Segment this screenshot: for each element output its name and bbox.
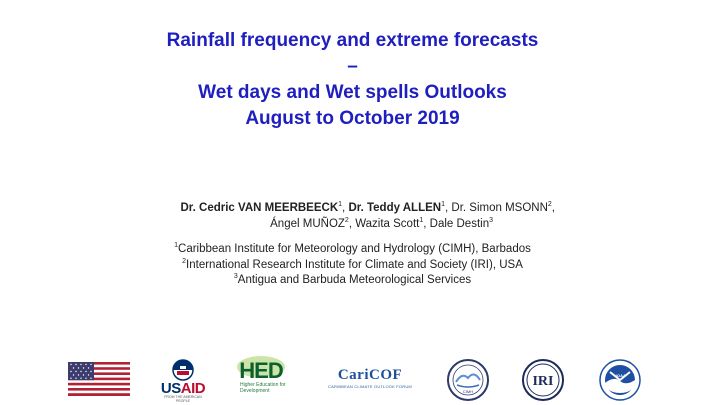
author-name: Wazita Scott: [355, 218, 420, 230]
usaid-logo: [158, 359, 208, 403]
noaa-logo-icon: [598, 358, 642, 402]
title-line-1: Rainfall frequency and extreme forecasts: [166, 30, 539, 51]
iri-logo-icon: [521, 358, 565, 402]
usaid-wordmark-us: US: [160, 380, 181, 397]
title-line-3: Wet days and Wet spells Outlooks: [198, 82, 507, 103]
affiliation-item: $^1$Caribbean Institute for Meteorology and Hydrology (CIMH), Barbados: [174, 242, 531, 255]
affiliation-item: $^3$Antigua and Barbuda Meteorological Services: [233, 273, 472, 286]
author-list: [150, 200, 555, 232]
caricof-tagline: CARIBBEAN CLIMATE OUTLOOK FORUM: [328, 384, 412, 389]
hed-wordmark: HED: [239, 358, 283, 383]
hed-logo: [236, 356, 286, 401]
author-line-2: Ángel MUÑOZ$^2$, Wazita Scott$^1$, Dale Destin$^3$: [270, 217, 493, 230]
title-line-4: August to October 2019: [245, 108, 460, 129]
affiliation-list: [130, 242, 575, 289]
cimh-label: CIMH: [462, 389, 474, 394]
author-name: Dr. Teddy ALLEN: [348, 202, 442, 214]
slide-title: [0, 28, 705, 132]
noaa-label: NOAA: [614, 373, 626, 378]
usaid-wordmark-aid: AID: [180, 380, 206, 397]
usaid-tagline: FROM THE AMERICAN PEOPLE: [164, 395, 202, 403]
us-flag-icon: [68, 362, 130, 396]
iri-label: IRI: [532, 374, 554, 389]
caricof-wordmark: CariCOF: [337, 367, 403, 383]
author-name: Dr. Simon MSONN: [451, 202, 548, 214]
author-name: Dr. Cedric VAN MEERBEECK: [180, 202, 339, 214]
author-name: Ángel MUÑOZ: [270, 218, 345, 230]
hed-tagline: Higher Education for Development: [240, 382, 286, 394]
affiliation-item: $^2$International Research Institute for Climate and Society (IRI), USA: [182, 257, 523, 271]
cimh-logo-icon: [446, 358, 490, 402]
title-line-2: –: [347, 56, 358, 77]
caricof-logo: [320, 365, 420, 393]
usaid-seal-icon: [171, 359, 195, 381]
author-name: Dale Destin: [429, 218, 490, 230]
author-line-1: Dr. Cedric VAN MEERBEECK$^1$, Dr. Teddy ALLEN$^1$, Dr. Simon MSONN$^2$,: [180, 201, 555, 214]
